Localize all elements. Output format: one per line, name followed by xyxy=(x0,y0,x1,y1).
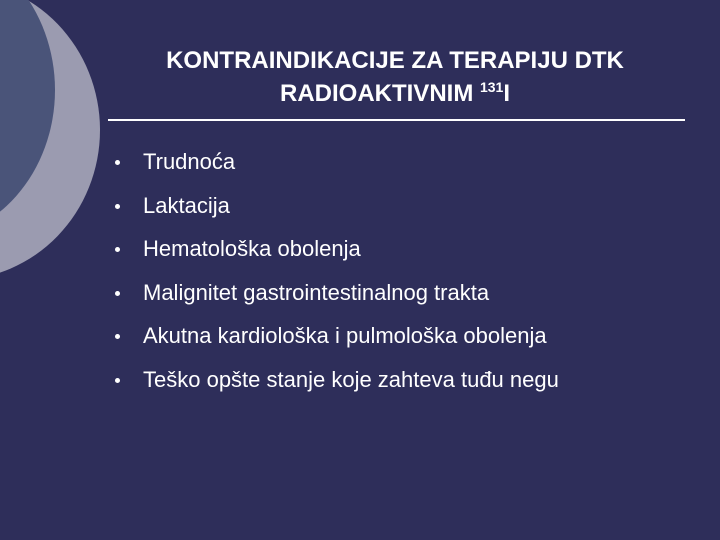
isotope-superscript: 131 xyxy=(479,79,504,95)
bullet-item xyxy=(110,314,559,358)
bullet-text: Teško opšte stanje koje zahteva tuđu negu xyxy=(143,366,559,392)
bullet-dot-icon xyxy=(115,378,120,383)
title-line-2-prefix: RADIOAKTIVNIM xyxy=(279,80,480,107)
bullet-item xyxy=(110,358,559,402)
bullet-text: Akutna kardiološka i pulmološka obolenja xyxy=(143,323,547,349)
bullet-text: Hematološka obolenja xyxy=(143,236,361,262)
title-line-2-suffix: I xyxy=(503,80,511,107)
bullet-text: Laktacija xyxy=(143,192,230,218)
bullet-item xyxy=(110,271,559,315)
bullet-dot-icon xyxy=(115,160,120,165)
bullet-dot-icon xyxy=(115,334,120,339)
bullet-dot-icon xyxy=(115,247,120,252)
bullet-item xyxy=(110,227,559,271)
bullet-dot-icon xyxy=(115,204,120,209)
bullet-item xyxy=(110,140,559,184)
slide-title xyxy=(110,44,680,110)
title-line-1: KONTRAINDIKACIJE ZA TERAPIJU DTK xyxy=(166,47,624,74)
title-divider xyxy=(108,119,685,121)
bullet-dot-icon xyxy=(115,291,120,296)
bullet-text: Malignitet gastrointestinalnog trakta xyxy=(143,279,490,305)
bullet-list xyxy=(110,140,559,402)
title-line-2 xyxy=(110,77,680,110)
bullet-item xyxy=(110,184,559,228)
bullet-text: Trudnoća xyxy=(143,149,236,174)
